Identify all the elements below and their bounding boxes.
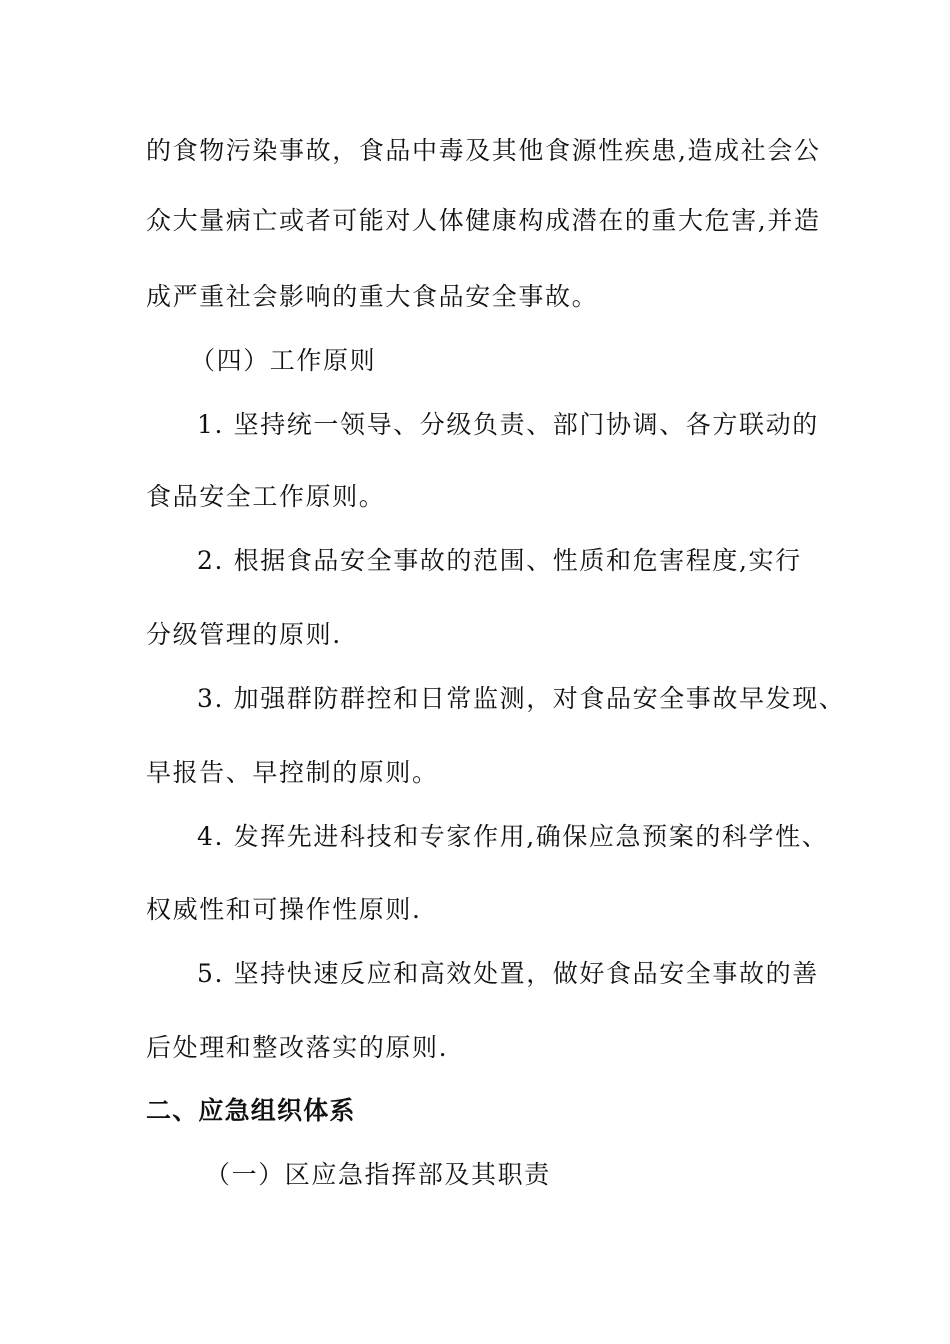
principle-3-line-1: 3. 加强群防群控和日常监测，对食品安全事故早发现、	[197, 684, 846, 713]
principle-5-line-1: 5. 坚持快速反应和高效处置，做好食品安全事故的善	[197, 959, 819, 988]
principle-2-line-1: 2. 根据食品安全事故的范围、性质和危害程度,实行	[197, 546, 802, 575]
chapter-heading-emergency-organization: 二、应急组织体系	[146, 1096, 356, 1125]
text-line-1: 的食物污染事故，食品中毒及其他食源性疾患,造成社会公	[146, 136, 821, 165]
text-line-2: 众大量病亡或者可能对人体健康构成潜在的重大危害,并造	[146, 206, 821, 235]
section-heading-work-principles: （四）工作原则	[190, 346, 377, 375]
principle-4-line-1: 4. 发挥先进科技和专家作用,确保应急预案的科学性、	[197, 822, 829, 851]
principle-1-line-1: 1. 坚持统一领导、分级负责、部门协调、各方联动的	[197, 410, 819, 439]
text-line-3: 成严重社会影响的重大食品安全事故。	[146, 282, 599, 311]
principle-1-line-2: 食品安全工作原则。	[146, 482, 386, 511]
subsection-heading-command-headquarters: （一）区应急指挥部及其职责	[205, 1160, 551, 1189]
principle-3-line-2: 早报告、早控制的原则。	[146, 758, 439, 787]
principle-5-line-2: 后处理和整改落实的原则.	[146, 1033, 449, 1062]
principle-4-line-2: 权威性和可操作性原则.	[146, 895, 422, 924]
principle-2-line-2: 分级管理的原则.	[146, 620, 342, 649]
